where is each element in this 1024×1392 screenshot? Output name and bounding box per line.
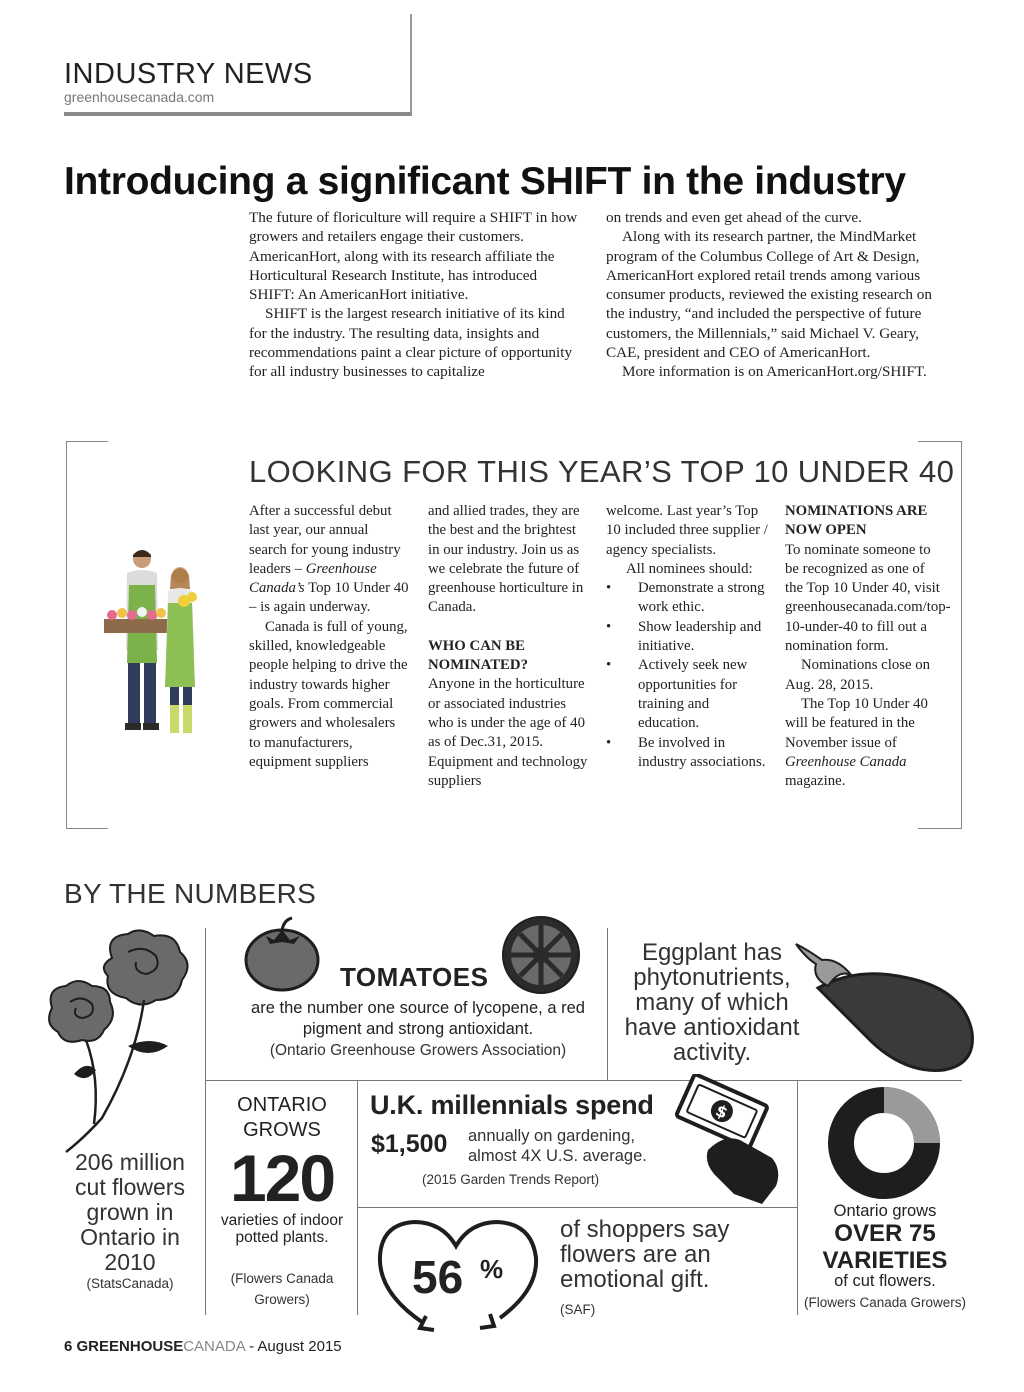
rose-leaf [74,1066,96,1078]
flower [137,607,147,617]
woman-boot [170,705,179,733]
uk-source: (2015 Garden Trends Report) [422,1172,600,1187]
top10-paragraph: Anyone in the horticulture or associated industries who is under the age of 40 as of Dec.31, 2015. Equipment and technology suppliers [428,676,588,789]
tomatoes-source: (Ontario Greenhouse Growers Association) [269,1042,567,1059]
tomatoes-text: are the number one source of lycopene, a red pigment and strong antioxidant. [251,999,585,1038]
page-footer [64,1338,342,1355]
brand-name-light: CANADA [183,1338,245,1355]
box-frame-rule [66,828,108,829]
section-label: INDUSTRY NEWS [64,58,313,90]
text-run: Top 10 Under 40 – is again underway. [249,580,409,616]
flower [107,610,117,620]
article-column-2 [606,208,946,382]
box-frame-rule [961,441,962,829]
shoppers-source: (SAF) [560,1302,596,1317]
cut-flowers-source: (StatsCanada) [86,1276,174,1291]
top10-column-1 [249,502,409,772]
flower [156,608,166,618]
top10-paragraph: Nominations close on Aug. 28, 2015. [785,657,931,693]
top10-paragraph [249,502,409,618]
article-headline: Introducing a significant SHIFT in the industry [64,160,906,203]
flower [127,610,137,620]
brand-name: GREENHOUSE [76,1338,184,1355]
top10-paragraph: Canada is full of young, skilled, knowledgeable people helping to drive the industry towards higher goals. From commercial growers and wholesalers to manufacturers, equipment suppliers [249,618,408,770]
article-paragraph: on trends and even get ahead of the curve. [606,209,862,226]
text-run: The Top 10 Under 40 will be featured in the November issue of [785,695,928,751]
top10-column-2 [428,502,590,791]
potted-source: (Flowers Canada Growers) [230,1271,334,1307]
potted-text: varieties of indoor potted plants. [220,1212,344,1246]
tomatoes-title: TOMATOES [340,962,489,992]
eggplant-text: Eggplant has phytonutrients, many of which have antioxidant activity. [624,939,800,1066]
potted-value: 120 [229,1141,335,1215]
grid-divider [357,1207,797,1208]
varieties-source: (Flowers Canada Growers) [803,1295,967,1310]
nominee-criteria-list [606,579,770,772]
flower [147,610,157,620]
donut-chart-icon [826,1085,942,1201]
slice-core [533,947,549,963]
list-item: • Be involved in industry associations. [606,734,770,773]
growers-photo [100,545,210,745]
top10-subheading: NOMINATIONS ARE NOW OPEN [785,503,928,539]
man-hair [133,550,151,557]
flower-tray [104,619,168,633]
shoppers-text: of shoppers say flowers are an emotional gift. [560,1216,730,1293]
site-url[interactable]: greenhousecanada.com [64,89,215,105]
article-column-1 [249,208,579,382]
issue-date: - August 2015 [249,1338,342,1355]
text-run: magazine. [785,773,846,790]
varieties-intro: Ontario grows [833,1202,937,1220]
flower [117,608,127,618]
top10-paragraph: and allied trades, they are the best and the brightest in our industry. Join us as we celebrate the future of greenhouse horticulture in Canada. [428,503,584,616]
money-hand-icon [654,1074,784,1206]
tomato-slice-icon [500,914,582,996]
top10-paragraph: All nominees should: [626,560,753,577]
tomato-stem [282,918,292,930]
dollar-sign-icon: $ [712,1100,731,1123]
top10-column-4 [785,502,951,791]
article-paragraph: The future of floriculture will require a SHIFT in how growers and retailers engage their customers. AmericanHort, along with its research affiliate the Horticultural Research Institute, has introduced SHIFT: An AmericanHort initiative. [249,209,578,304]
eggplant-icon [788,938,978,1073]
box-frame-rule [918,828,962,829]
uk-title: U.K. millennials spend [370,1090,654,1120]
top10-subheading: WHO CAN BE NOMINATED? [428,637,529,674]
text-run: After a successful debut last year, our annual search for young industry leaders – [249,503,401,577]
magazine-name: Greenhouse Canada [785,753,907,770]
list-item: • Actively seek new opportunities for training and education. [606,656,770,733]
arrow-head [480,1314,494,1328]
rose-bloom [49,981,113,1042]
woman-boot [183,705,192,733]
woman-apron [165,603,195,687]
grid-divider [205,1080,962,1081]
hand [707,1138,778,1204]
varieties-headline: OVER 75 VARIETIES [822,1220,948,1274]
magazine-name: Greenhouse Canada’s [249,560,377,597]
article-paragraph: Along with its research partner, the MindMarket program of the Columbus College of Art & Design, AmericanHort explored retail trends among various consumer products, reviewed the existing research on the industry, “and included the perspective of future customers, the Millennials,” said Michael V. Geary, CAE, president and CEO of AmericanHort. [606,228,932,362]
arrow-head [420,1316,434,1330]
top10-paragraph [785,695,945,791]
box-frame-rule [918,441,961,442]
varieties-tail: of cut flowers. [834,1272,936,1290]
numbers-title: BY THE NUMBERS [64,878,317,909]
list-item: • Show leadership and initiative. [606,618,770,657]
shoppers-percent: 56 [412,1251,464,1303]
man-shoe [143,723,159,730]
man-leg [128,663,140,725]
roses-illustration [44,928,214,1158]
man-leg [144,663,156,725]
uk-amount: $1,500 [371,1130,448,1158]
uk-text: annually on gardening, almost 4X U.S. average. [468,1127,647,1165]
top10-column-3 [606,502,770,772]
rose-stem [86,1040,96,1124]
grid-divider [357,1080,358,1315]
man-shoe [125,723,141,730]
list-item: • Demonstrate a strong work ethic. [606,579,770,618]
grid-divider [797,1080,798,1315]
flower [187,592,197,602]
tomato-icon [242,914,322,994]
rose-bloom [104,930,188,1004]
percent-sign: % [480,1254,504,1284]
top10-paragraph: To nominate someone to be recognized as one of the Top 10 Under 40, visit greenhousecanada.com/top-10-under-40 to fill out a nomination form. [785,541,951,655]
box-frame-rule [66,441,108,443]
donut-segment [884,1100,927,1143]
article-paragraph: SHIFT is the largest research initiative of its kind for the industry. The resulting data, insights and recommendations paint a clear picture of opportunity for all industry businesses to capitalize [249,305,573,381]
potted-heading: ONTARIO GROWS [237,1094,327,1141]
top10-paragraph: welcome. Last year’s Top 10 included three supplier / agency specialists. [606,503,768,558]
box-frame-rule [66,441,68,829]
cut-flowers-text: 206 million cut flowers grown in Ontario in 2010 [75,1149,185,1275]
article-paragraph: More information is on AmericanHort.org/SHIFT. [622,363,927,381]
eggplant-body [818,974,972,1071]
page-number: 6 [64,1338,73,1355]
top10-title: LOOKING FOR THIS YEAR’S TOP 10 UNDER 40 [249,454,955,489]
